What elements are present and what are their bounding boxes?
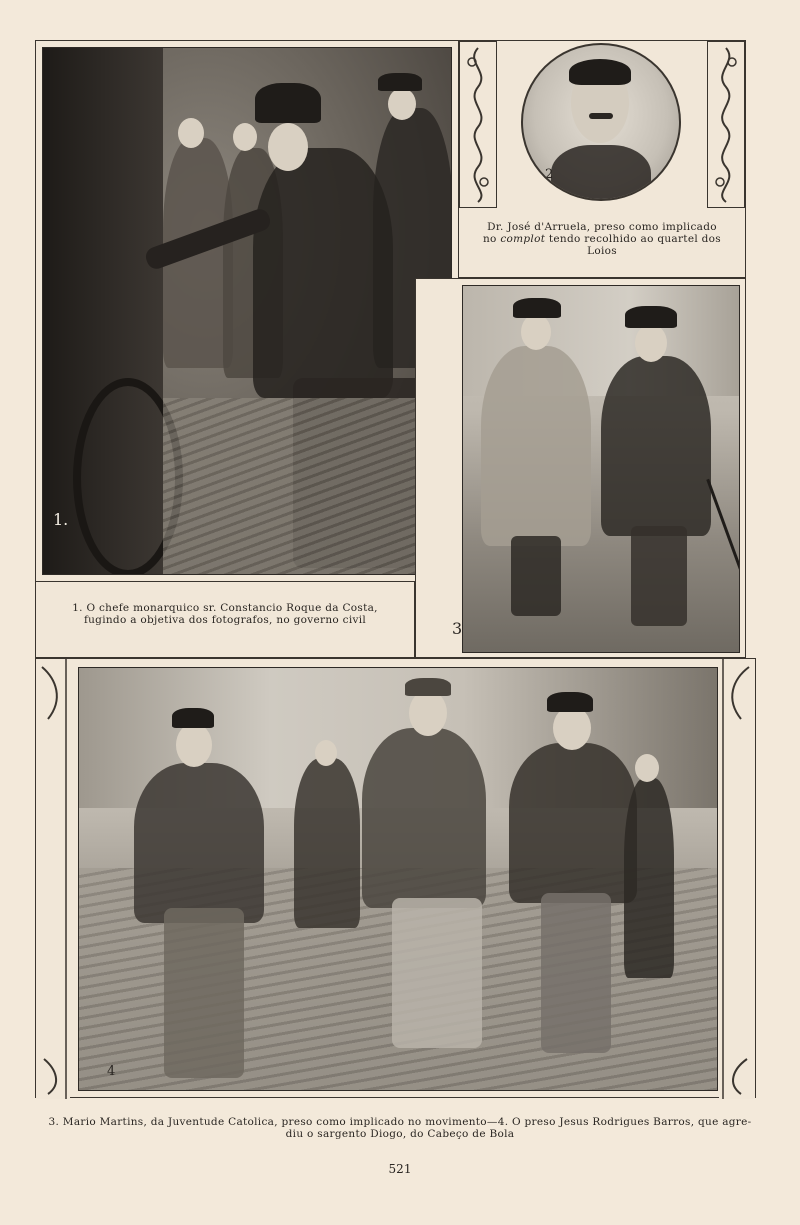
photo-2-caption-line-3: Loios xyxy=(587,245,617,257)
photo-1-caption-box xyxy=(35,582,415,658)
scroll-ornament-icon xyxy=(460,42,496,207)
caption-text: tendo recolhido ao quartel dos xyxy=(545,233,721,245)
portrait-mustache xyxy=(589,113,613,119)
main-figure-coat xyxy=(253,148,393,398)
boy-head xyxy=(635,754,659,782)
ornament-left-panel xyxy=(459,41,497,208)
ornament-bottom-right xyxy=(719,659,755,1099)
photo-2-oval-portrait xyxy=(521,43,681,201)
walking-man-right-hat xyxy=(625,306,677,328)
caption-italic-word: complot xyxy=(500,233,546,245)
photo-3-frame xyxy=(415,278,746,658)
photo-1-image xyxy=(42,47,452,575)
walking-man-left-head xyxy=(521,314,551,350)
photo-1-caption-line-1: 1. O chefe monarquico sr. Constancio Roque da Costa, xyxy=(72,602,378,614)
crowd-head xyxy=(388,88,416,120)
soldier-right-body xyxy=(509,743,637,903)
soldier-left-body xyxy=(134,763,264,923)
soldier-left-cap xyxy=(172,708,214,728)
soldier-right-head xyxy=(553,706,591,750)
ornament-right-panel xyxy=(707,41,745,208)
photo-3-4-caption xyxy=(30,1116,770,1140)
crowd-head xyxy=(233,123,257,151)
main-figure-hat xyxy=(255,83,321,123)
cobblestones xyxy=(163,398,452,575)
photo-1-number: 1. xyxy=(53,510,69,529)
photo-4-image xyxy=(78,667,718,1091)
scroll-ornament-icon xyxy=(719,659,755,1099)
walking-man-right-coat xyxy=(601,356,711,536)
soldier-left-head xyxy=(176,723,212,767)
photo-3-number: 3 xyxy=(452,619,463,638)
photo-1-caption-line-2: fugindo a objetiva dos fotografos, no governo civil xyxy=(83,614,367,626)
photo-2-caption xyxy=(469,221,735,257)
walking-man-left-legs xyxy=(511,536,561,616)
photo-3-4-caption-line-1: 3. Mario Martins, da Juventude Catolica, preso como implicado no movimento—4. O preso Jesus Rodrigues Barros, que agre- xyxy=(48,1116,752,1128)
photo-4-frame xyxy=(35,658,756,1098)
soldier-left-legs xyxy=(164,908,244,1078)
soldier-right-cap xyxy=(547,692,593,712)
photo-1-frame xyxy=(35,40,459,582)
portrait-body xyxy=(551,145,651,201)
photo-1-caption xyxy=(40,602,410,626)
photo-2-frame xyxy=(458,40,746,278)
walking-man-right-legs xyxy=(631,526,687,626)
boy-body xyxy=(624,778,674,978)
prisoner-head xyxy=(409,690,447,736)
scroll-ornament-icon xyxy=(708,42,744,207)
bystander-head xyxy=(315,740,337,766)
photo-2-caption-line-1: Dr. José d'Arruela, preso como implicado xyxy=(487,221,717,233)
walking-cane xyxy=(706,479,740,583)
photo-3-4-caption-line-2: diu o sargento Diogo, do Cabeço de Bola xyxy=(285,1128,515,1140)
walking-man-left-coat xyxy=(481,346,591,546)
walking-man-left-hat xyxy=(513,298,561,318)
photo-4-number: 4 xyxy=(107,1064,116,1079)
ornament-bottom-left xyxy=(36,659,70,1099)
portrait-hair xyxy=(569,59,631,85)
photo-3-image xyxy=(462,285,740,653)
prisoner-legs xyxy=(392,898,482,1048)
main-figure-head xyxy=(268,123,308,171)
crowd-head xyxy=(178,118,204,148)
prisoner-body xyxy=(362,728,486,908)
caption-text: no xyxy=(483,233,501,245)
prisoner-cap xyxy=(405,678,451,696)
page-number: 521 xyxy=(388,1162,412,1176)
photo-2-number: 2 xyxy=(545,167,554,182)
walking-man-right-head xyxy=(635,324,667,362)
bystander-body xyxy=(294,758,360,928)
scroll-ornament-icon xyxy=(36,659,70,1099)
photo-2-caption-line-2 xyxy=(469,233,735,245)
crowd-hat xyxy=(378,73,422,91)
soldier-right-legs xyxy=(541,893,611,1053)
